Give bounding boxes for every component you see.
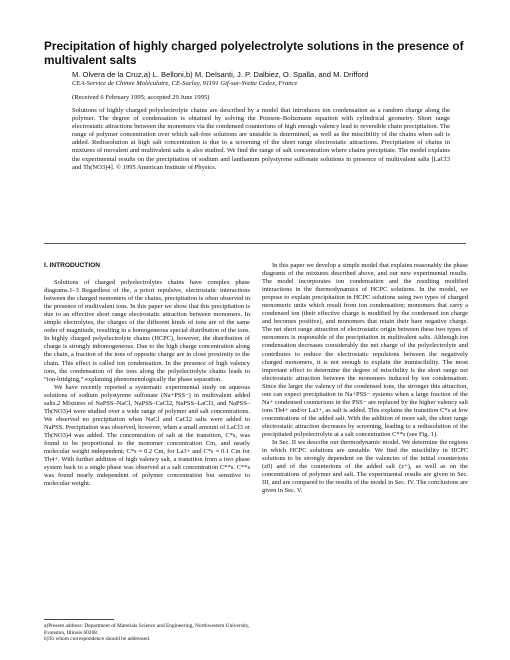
left-column [44,262,250,488]
right-column [262,262,468,495]
footnote: a)Present address: Department of Materials Science and Engineering, Northwestern University, Evanston, Illinois 60208. [44,623,250,636]
footnote: b)To whom correspondence should be addressed. [44,636,151,643]
body-paragraph: Solutions of charged polyelectrolytes chains have complex phase diagrams.1–3 Regardless of the, a priori repulsive, electrostatic interactions between the charged monomers of the chains, precipitation is often observed in the presence of multivalent ions. In this paper we show that this precipitation is due to an effective short range electrostatic attraction between monomers. In simple electrolytes, the charges of the different kinds of ions are of the same order of magnitude, resulting in a homogeneous special distribution of the ions. In highly charged polyelectrolyte chains (HCPC), however, the distribution of charge is strongly inhomogeneous. Due to the high charge concentration along the chain, a fraction of the ions of opposite charge are in close proximity to the chain. This effect is called ion condensation. In the presence of high valency ions, the condensation of the ions along the polyelectrolyte chains leads to “ion-bridging,” explaining phenomenologically the phase separation. [44,279,250,383]
footnote-divider [44,619,114,620]
body-paragraph: In Sec. II we describe our thermodynamic model. We determine the regions in which HCPC solutions are unstable. We find the miscibility in HCPC solutions to be strongly dependent on the valencies of the initial counterions (z0) and of the counterions of the added salt (z+), as well as on the concentrations of polymer and salt. The experimental results are given in Sec. III, and are compared to the results of the model in Sec. IV. The conclusions are given in Sec. V. [262,439,468,495]
affiliation: CEA-Service de Chimie Moléculaire, CE-Saclay, 91191 Gif-sur-Yvette Cedex, France [72,80,298,87]
section-divider [44,243,466,244]
author-list: M. Olvera de la Cruz,a) L. Belloni,b) M. Delsanti, J. P. Dalbiez, O. Spalla, and M. Drifford [72,70,369,79]
received-dates: (Received 6 February 1995; accepted 29 June 1995) [72,94,210,101]
body-paragraph: In this paper we develop a simple model that explains reasonably the phase diagrams of the mixtures described above, and our new experimental results. The model incorporates ion condensation and the resulting modified interactions in the thermodynamics of HCPC solutions. In the model, we propose to explain precipitation in HCPC solutions using two types of charged monomeric units which result from ion condensation; monomers that carry a condensed ion (their effective charge is modified by the condensed ion charge and becomes positive), and monomers that retain their bare negative charge. The net short range attraction of electrostatic origin between these two types of monomers is responsible of the precipitation in multivalent salts. Although ion condensation decreases considerably the net charge of the polyelectrolyte and contributes to reduce the electrostatic repulsions between the negatively charged monomers, it is not enough to explain the immiscibility. The most important effect to determine the degree of miscibility is the short range net electrostatic attraction between the monomers induced by ion condensation. Since the larger the valency of the condensed ions, the stronger this attraction, one can expect precipitation in Na+PSS− systems when a large fraction of the Na+ condensed counterions in the PSS− are replaced by the higher valency salt ions Th4+ and/or La3+, as salt is added. This explains the transition C*s at low concentrations of the added salt. With the addition of more salt, the short range electrostatic attraction decreases by screening, leading to a redissolution of the precipitated polyelectrolyte at a salt concentration C**s (see Fig. 1). [262,262,468,438]
article-title: Precipitation of highly charged polyelectrolyte solutions in the presence of multivalent salts [44,39,464,67]
footnotes [44,623,250,643]
abstract: Solutions of highly charged polyelectrolyte chains are described by a model that introduces ion condensation as a random charge along the polymer. The degree of condensation is obtained by solving the Poisson–Boltzmann equation with cylindrical geometry. Short range electrostatic attractions between the monomers via the condensed counterions of high enough valency lead to reversible chain precipitation. The range of polymer concentration over which salt-free solutions are unstable is determined, as well as the miscibility of the chains when salt is added. Redissolution at high salt concentration is due to a screening of the short range electrostatic attractions. Precipitation of chains in mixtures of movalent and multivalent salts is also studied. We find the range of salt concentration where chains precipitate. The model explains the experimental results on the precipitation of sodium and lanthanum polystyrene sulfonate solutions in presence of multivalent salts [LaCl3 and Th(NO3)4]. © 1995 American Institute of Physics. [72,107,450,171]
body-paragraph: We have recently reported a systematic experimental study on aqueous solutions of sodium polystyrene sulfonate (Na+PSS−) in multivalent added salts.2 Mixtures of NaPSS–NaCl, NaPSS–CaCl2, NaPSS–LaCl3, and NaPSS–Th(NO3)4 were studied over a wide range of polymer and salt concentrations. We observed no precipitation when NaCl and CaCl2 salts were added to NaPSS. Precipitation was observed, however, when a small amount of LaCl3 or Th(NO3)4 was added. The concentration of salt at the transition, C*s, was found to be proportional to the monomer concentration Cm, and nearly molecular weight independent; C*s ≈ 0.2 Cm, for La3+ and C*s ≈ 0.1 Cm for Th4+. With further addition of high valency salt, a transition from a two phase system back to a single phase was observed at a salt concentration C**s. C**s was found nearly independent of polymer concentration but sensitive to molecular weight. [44,383,250,488]
section-heading: I. INTRODUCTION [44,262,101,269]
